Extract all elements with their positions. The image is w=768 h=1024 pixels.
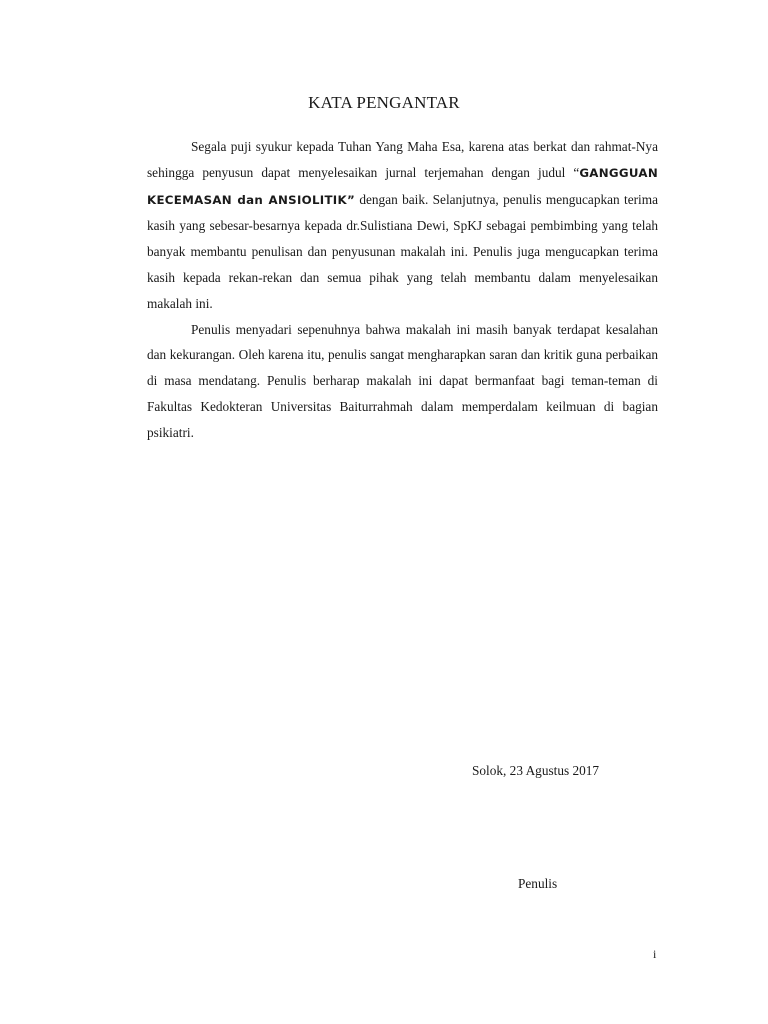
page-title: KATA PENGANTAR	[308, 93, 460, 112]
body-text	[147, 134, 658, 446]
place-date: Solok, 23 Agustus 2017	[472, 763, 600, 778]
page-number: i	[653, 947, 657, 961]
paragraph-1-intro: Segala puji syukur kepada Tuhan Yang Maha Esa, karena atas berkat dan rahmat-Nya sehingga penyusun dapat menyelesaikan jurnal terjemahan dengan judul “	[147, 139, 658, 180]
paragraph-1-rest: dengan baik. Selanjutnya, penulis mengucapkan terima kasih yang sebesar-besarnya kepada dr.Sulistiana Dewi, SpKJ sebagai pembimbing yang telah banyak membantu penulisan dan penyusunan makalah ini. Penulis juga mengucapkan terima kasih kepada rekan-rekan dan semua pihak yang telah membantu dalam menyelesaikan makalah ini.	[147, 191, 658, 311]
paragraph-2: Penulis menyadari sepenuhnya bahwa makalah ini masih banyak terdapat kesalahan dan kekurangan. Oleh karena itu, penulis sangat mengharapkan saran dan kritik guna perbaikan di masa mendatang. Penulis berharap makalah ini dapat bermanfaat bagi teman-teman di Fakultas Kedokteran Universitas Baiturrahmah dalam memperdalam keilmuan di bagian psikiatri.	[147, 321, 658, 440]
signer-label: Penulis	[518, 876, 558, 891]
paragraph-1	[147, 134, 658, 317]
journal-title-emphasis: GANGGUAN KECEMASAN dan ANSIOLITIK”	[147, 165, 658, 207]
